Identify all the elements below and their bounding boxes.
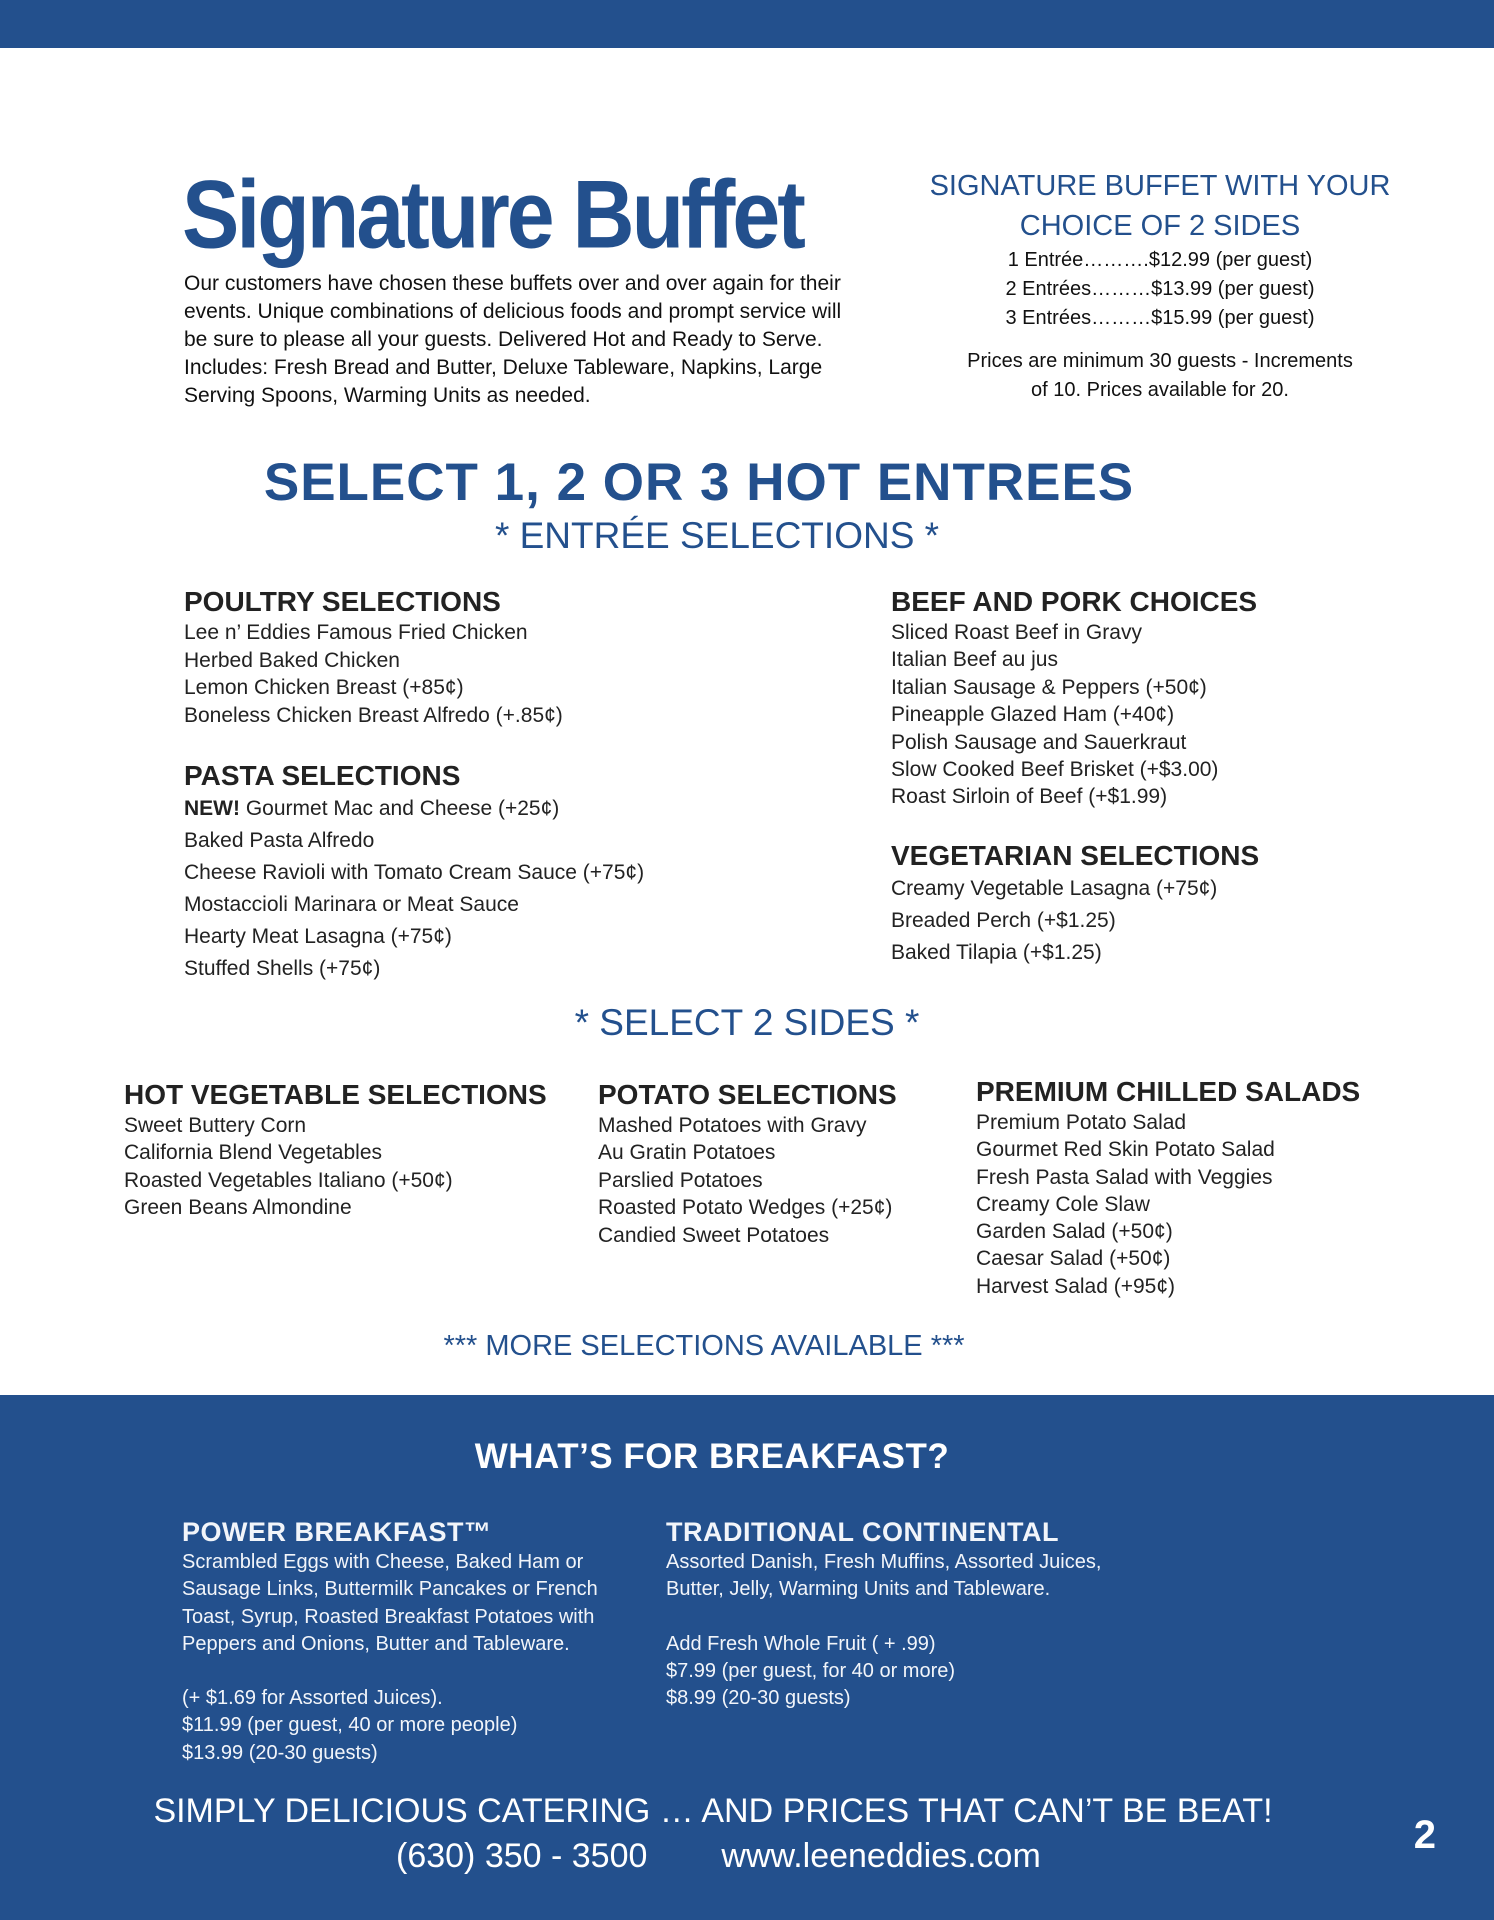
menu-item: Caesar Salad (+50¢) xyxy=(976,1247,1171,1271)
website-link[interactable]: www.leeneddies.com xyxy=(721,1837,1041,1875)
menu-item: Lee n’ Eddies Famous Fried Chicken xyxy=(184,621,528,644)
menu-item: Roast Sirloin of Beef (+$1.99) xyxy=(891,785,1168,809)
footer-tagline: SIMPLY DELICIOUS CATERING … AND PRICES THAT CAN’T BE BEAT! xyxy=(153,1792,1273,1830)
pricing-note-line2: of 10. Prices available for 20. xyxy=(1031,379,1289,401)
section-title: HOT VEGETABLE SELECTIONS xyxy=(124,1079,547,1110)
description-line: Butter, Jelly, Warming Units and Tableware. xyxy=(666,1578,1051,1601)
description-line: Assorted Danish, Fresh Muffins, Assorted Juices, xyxy=(666,1551,1102,1573)
menu-item: Green Beans Almondine xyxy=(124,1196,352,1220)
description-line: Peppers and Onions, Butter and Tableware. xyxy=(182,1632,570,1655)
menu-item: Creamy Cole Slaw xyxy=(976,1192,1150,1216)
entrees-heading: SELECT 1, 2 OR 3 HOT ENTREES xyxy=(263,453,1135,512)
price-line: (+ $1.69 for Assorted Juices). xyxy=(182,1687,443,1710)
menu-item: Italian Sausage & Peppers (+50¢) xyxy=(891,675,1207,699)
menu-item: Garden Salad (+50¢) xyxy=(976,1220,1173,1244)
intro-paragraph: Our customers have chosen these buffets over and over again for their events. Unique combinations of delicious foods and prompt service will be sure to please all your guests. Delivered Hot and Ready to Serve. Includes: Fresh Bread and Butter, Deluxe Tableware, Napkins, Large Serving Spoons, Warming Units as needed. xyxy=(184,272,842,407)
pricing-note-line1: Prices are minimum 30 guests - Increments xyxy=(967,350,1353,372)
section-title: POWER BREAKFAST™ xyxy=(182,1517,492,1547)
menu-item: Candied Sweet Potatoes xyxy=(598,1223,830,1247)
menu-item: Parslied Potatoes xyxy=(598,1168,763,1192)
section-title: VEGETARIAN SELECTIONS xyxy=(891,840,1260,871)
menu-item: California Blend Vegetables xyxy=(124,1141,383,1165)
menu-item: Stuffed Shells (+75¢) xyxy=(184,957,381,980)
menu-item: Italian Beef au jus xyxy=(891,648,1058,672)
menu-item: Sliced Roast Beef in Gravy xyxy=(891,621,1142,644)
pricing-heading-line2: CHOICE OF 2 SIDES xyxy=(1019,210,1301,242)
menu-item: Roasted Vegetables Italiano (+50¢) xyxy=(124,1168,453,1192)
price-line: $11.99 (per guest, 40 or more people) xyxy=(182,1714,518,1737)
menu-item: Slow Cooked Beef Brisket (+$3.00) xyxy=(891,758,1219,782)
poultry-section xyxy=(184,585,563,729)
menu-item: Roasted Potato Wedges (+25¢) xyxy=(598,1196,893,1220)
menu-item xyxy=(184,793,644,825)
page-number: 2 xyxy=(1413,1813,1436,1857)
potato-section xyxy=(598,1078,897,1249)
section-title: BEEF AND PORK CHOICES xyxy=(891,586,1258,617)
menu-item: Baked Pasta Alfredo xyxy=(184,829,375,852)
breakfast-footer-panel xyxy=(0,1395,1494,1920)
price-line: $8.99 (20-30 guests) xyxy=(666,1687,851,1710)
contact-line xyxy=(396,1837,1041,1876)
top-color-bar xyxy=(0,0,1494,48)
section-title: TRADITIONAL CONTINENTAL xyxy=(666,1517,1059,1547)
menu-item: Hearty Meat Lasagna (+75¢) xyxy=(184,925,452,948)
menu-item: Au Gratin Potatoes xyxy=(598,1141,776,1165)
power-breakfast-section xyxy=(182,1515,652,1767)
menu-item: Cheese Ravioli with Tomato Cream Sauce (+75¢) xyxy=(184,861,645,884)
price-tier: 1 Entrée……….$12.99 (per guest) xyxy=(1007,249,1313,271)
pricing-heading-line1: SIGNATURE BUFFET WITH YOUR xyxy=(929,170,1391,202)
menu-item: Gourmet Red Skin Potato Salad xyxy=(976,1138,1275,1162)
description-line: Scrambled Eggs with Cheese, Baked Ham or xyxy=(182,1551,584,1573)
menu-item: Baked Tilapia (+$1.25) xyxy=(891,941,1102,964)
section-title: POTATO SELECTIONS xyxy=(598,1079,897,1110)
vegetarian-section xyxy=(891,839,1259,969)
description-line: Sausage Links, Buttermilk Pancakes or French xyxy=(182,1578,598,1601)
menu-item: Boneless Chicken Breast Alfredo (+.85¢) xyxy=(184,703,563,727)
pasta-section xyxy=(184,759,644,985)
price-tier: 3 Entrées………$15.99 (per guest) xyxy=(1005,307,1315,329)
menu-item: Pineapple Glazed Ham (+40¢) xyxy=(891,703,1175,727)
menu-item: Harvest Salad (+95¢) xyxy=(976,1274,1176,1298)
pricing-box xyxy=(900,166,1420,405)
breakfast-heading: WHAT’S FOR BREAKFAST? xyxy=(474,1437,950,1476)
section-title: POULTRY SELECTIONS xyxy=(184,586,501,617)
menu-item: Mashed Potatoes with Gravy xyxy=(598,1114,867,1137)
price-line: $13.99 (20-30 guests) xyxy=(182,1741,378,1764)
menu-item: Polish Sausage and Sauerkraut xyxy=(891,730,1187,754)
menu-item: Sweet Buttery Corn xyxy=(124,1114,307,1137)
section-title: PASTA SELECTIONS xyxy=(184,760,461,791)
section-title: PREMIUM CHILLED SALADS xyxy=(976,1076,1361,1107)
menu-item: Lemon Chicken Breast (+85¢) xyxy=(184,676,464,699)
beef-pork-section xyxy=(891,585,1257,811)
menu-item: Creamy Vegetable Lasagna (+75¢) xyxy=(891,877,1218,900)
menu-item: Mostaccioli Marinara or Meat Sauce xyxy=(184,893,519,916)
phone-number: (630) 350 - 3500 xyxy=(396,1837,648,1875)
new-badge: NEW! xyxy=(184,797,240,820)
menu-item-text: Gourmet Mac and Cheese (+25¢) xyxy=(240,797,560,820)
entree-selections-subheading: * ENTRÉE SELECTIONS * xyxy=(494,515,940,556)
menu-item: Fresh Pasta Salad with Veggies xyxy=(976,1165,1273,1189)
continental-section xyxy=(666,1515,1186,1712)
sides-heading: * SELECT 2 SIDES * xyxy=(574,1002,920,1043)
chilled-salads-section xyxy=(976,1075,1360,1300)
price-tier: 2 Entrées………$13.99 (per guest) xyxy=(1005,278,1315,300)
hot-vegetable-section xyxy=(124,1078,547,1222)
more-selections-note: *** MORE SELECTIONS AVAILABLE *** xyxy=(443,1330,965,1362)
description-line: Toast, Syrup, Roasted Breakfast Potatoes with xyxy=(182,1605,595,1628)
menu-item: Herbed Baked Chicken xyxy=(184,648,400,672)
menu-item: Premium Potato Salad xyxy=(976,1111,1187,1134)
price-line: Add Fresh Whole Fruit ( + .99) xyxy=(666,1632,936,1655)
price-line: $7.99 (per guest, for 40 or more) xyxy=(666,1659,956,1682)
menu-item: Breaded Perch (+$1.25) xyxy=(891,909,1116,932)
page-title: Signature Buffet xyxy=(182,161,803,269)
